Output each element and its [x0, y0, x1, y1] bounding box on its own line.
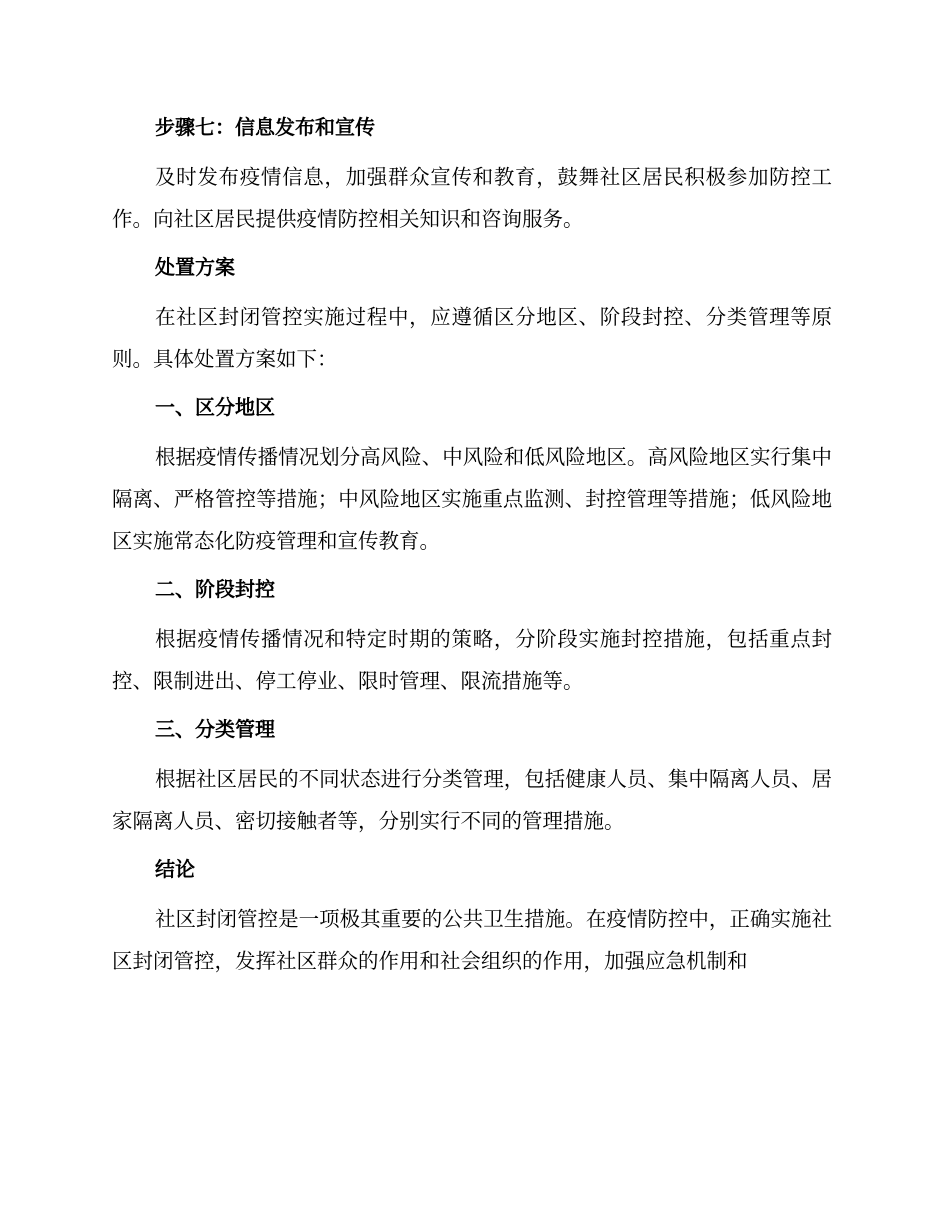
section-heading-conclusion: 结论 — [155, 857, 195, 881]
section-heading-classified-management: 三、分类管理 — [155, 717, 275, 741]
section-heading-step-seven: 步骤七：信息发布和宣传 — [155, 115, 375, 139]
section-heading-disposal-plan: 处置方案 — [155, 255, 235, 279]
paragraph-disposal-principles: 在社区封闭管控实施过程中，应遵循区分地区、阶段封控、分类管理等原则。具体处置方案如下： — [112, 305, 832, 371]
paragraph-phased-control: 根据疫情传播情况和特定时期的策略，分阶段实施封控措施，包括重点封控、限制进出、停工停业、限时管理、限流措施等。 — [112, 627, 832, 693]
section-heading-phased-control: 二、阶段封控 — [155, 577, 275, 601]
paragraph-info-release: 及时发布疫情信息，加强群众宣传和教育，鼓舞社区居民积极参加防控工作。向社区居民提供疫情防控相关知识和咨询服务。 — [112, 165, 832, 231]
paragraph-distinguish-areas: 根据疫情传播情况划分高风险、中风险和低风险地区。高风险地区实行集中隔离、严格管控等措施；中风险地区实施重点监测、封控管理等措施；低风险地区实施常态化防疫管理和宣传教育。 — [112, 445, 832, 553]
paragraph-conclusion: 社区封闭管控是一项极其重要的公共卫生措施。在疫情防控中，正确实施社区封闭管控，发挥社区群众的作用和社会组织的作用，加强应急机制和 — [112, 907, 832, 973]
document-page — [112, 108, 832, 990]
paragraph-classified-management: 根据社区居民的不同状态进行分类管理，包括健康人员、集中隔离人员、居家隔离人员、密切接触者等，分别实行不同的管理措施。 — [112, 767, 832, 833]
section-heading-distinguish-areas: 一、区分地区 — [155, 395, 275, 419]
